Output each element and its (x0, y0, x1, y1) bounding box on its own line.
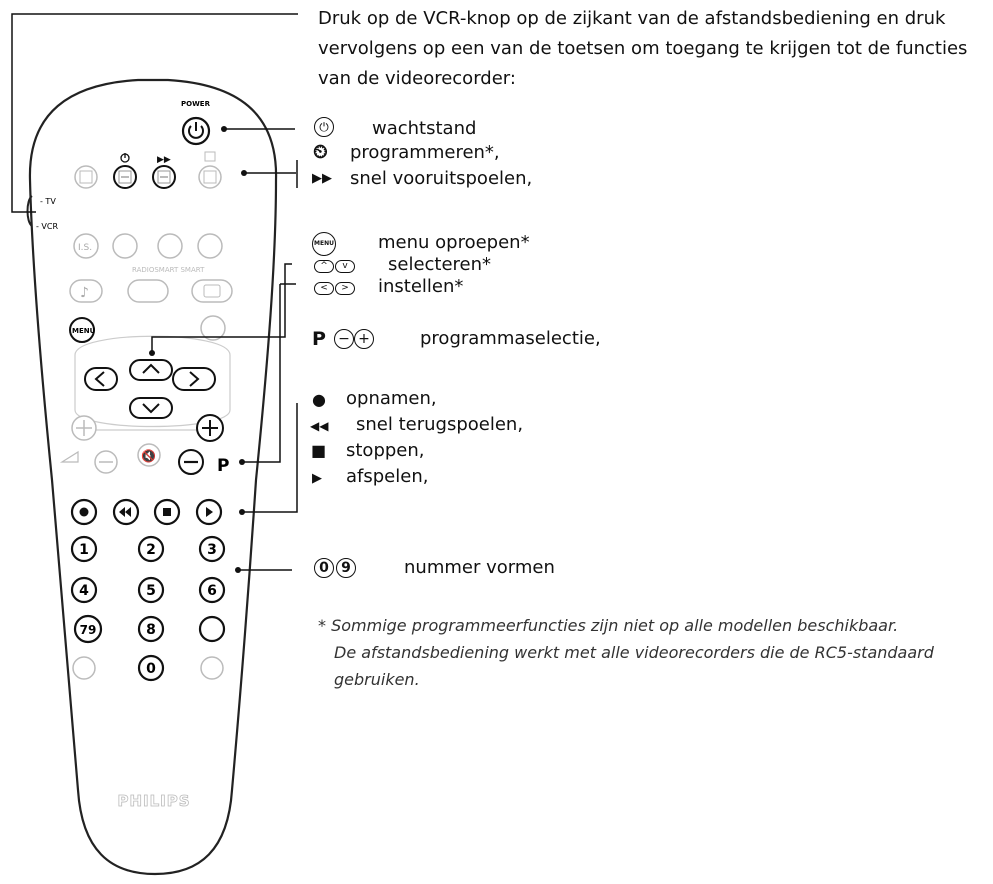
p-label: P (217, 456, 230, 476)
standby-symbol (314, 116, 334, 138)
menu-label: menu oproepen* (378, 232, 530, 253)
volume-down-button (95, 451, 117, 473)
minus-icon: − (334, 329, 354, 349)
menu-button-label: MENU (72, 327, 96, 335)
left-icon: < (314, 282, 334, 295)
digits-label: nummer vormen (404, 557, 555, 578)
menu-icon: MENU (312, 232, 336, 256)
play-icon: ▶ (312, 471, 322, 486)
rewind-label: snel terugspoelen, (356, 414, 524, 435)
down-button (130, 398, 172, 418)
timer-button (114, 166, 136, 188)
ffwd-button (153, 166, 175, 188)
ffwd-icon-small: ▶▶ (157, 155, 171, 165)
record-button (72, 500, 96, 524)
volume-up-button (72, 416, 96, 440)
mute-icon: 🔇 (141, 449, 156, 463)
zero-icon: 0 (314, 558, 334, 578)
left-button (85, 368, 117, 390)
digit-label-0: 0 (146, 661, 156, 677)
stop-symbol (311, 440, 326, 462)
down-icon: v (335, 260, 355, 273)
digit-button-79 (75, 616, 101, 642)
faint-button-2 (113, 234, 137, 258)
brand-logo: PHILIPS (117, 792, 191, 810)
digit-label-6: 6 (207, 583, 217, 599)
picture-button (128, 280, 168, 302)
rewind-button (114, 500, 138, 524)
record-symbol (312, 389, 326, 411)
digit-button-4 (72, 578, 96, 602)
note-icon: ♪ (80, 285, 89, 301)
plus-icon: + (354, 329, 374, 349)
switch-vcr-label: - VCR (36, 222, 59, 231)
timer-icon-text: ⏲ (313, 141, 328, 163)
digit-button-6 (200, 578, 224, 602)
standby-icon: ⏻ (314, 117, 334, 137)
adjust-label: instellen* (378, 276, 464, 297)
ffwd-label: snel vooruitspoelen, (350, 168, 533, 189)
record-icon: ● (312, 390, 326, 409)
select-symbol (314, 255, 356, 277)
menu-symbol (312, 232, 336, 256)
faint-button-3 (158, 234, 182, 258)
power-label: POWER (181, 100, 210, 108)
program-up-button (197, 415, 223, 441)
format-button (192, 280, 232, 302)
digits-symbol (314, 557, 356, 579)
remote-body (30, 80, 276, 874)
digit-button-2 (139, 537, 163, 561)
right-button (173, 368, 215, 390)
footnote-line-2: De afstandsbediening werkt met alle videorecorders die de RC5-standaard gebruiken. (334, 643, 934, 689)
program-label: programmeren*, (350, 142, 500, 163)
nine-icon: 9 (336, 558, 356, 578)
is-label: I.S. (78, 243, 93, 253)
stop-icon: ■ (311, 441, 327, 460)
blank-button (200, 617, 224, 641)
digit-label-8: 8 (146, 622, 156, 638)
digit-label-3: 3 (207, 542, 217, 558)
select-label: selecteren* (388, 254, 492, 275)
prog-select-letter: P (312, 328, 326, 350)
toggle-button (201, 657, 223, 679)
play-label: afspelen, (346, 466, 429, 487)
up-icon: ^ (314, 260, 334, 273)
program-symbol (313, 141, 328, 163)
up-button (130, 360, 172, 380)
right-icon: > (335, 282, 355, 295)
footnote-line-1: * Sommige programmeerfuncties zijn niet op alle modellen beschikbaar. (318, 616, 899, 635)
record-label: opnamen, (346, 388, 437, 409)
ffwd-icon: ▶▶ (312, 171, 332, 186)
ffwd-symbol (312, 166, 332, 192)
digit-button-5 (139, 578, 163, 602)
program-down-button (179, 450, 203, 474)
digit-label-4: 4 (79, 583, 89, 599)
digit-label-79: 79 (79, 623, 97, 637)
smart-label: RADIOSMART SMART (132, 266, 205, 274)
play-button (197, 500, 221, 524)
mute-x-button (75, 166, 97, 188)
footnote (318, 612, 988, 693)
question-button (199, 166, 221, 188)
rewind-icon: ◀◀ (310, 419, 329, 433)
digit-button-0 (139, 656, 163, 680)
digit-button-1 (72, 537, 96, 561)
adjust-symbol (314, 277, 356, 299)
digit-button-3 (200, 537, 224, 561)
digit-button-8 (139, 617, 163, 641)
digit-label-5: 5 (146, 583, 156, 599)
stop-label: stoppen, (346, 440, 425, 461)
stop-button (155, 500, 179, 524)
digit-label-1: 1 (79, 542, 89, 558)
av-button (73, 657, 95, 679)
rewind-symbol (310, 414, 328, 438)
intro-text: Druk op de VCR-knop op de zijkant van de afstandsbediening en druk vervolgens op een van de toetsen om toegang te krijgen tot de functies van de videorecorder: (318, 8, 968, 89)
switch-tv-label: - TV (40, 197, 56, 206)
faint-button-4 (198, 234, 222, 258)
play-symbol (312, 467, 322, 491)
digit-label-2: 2 (146, 542, 156, 558)
standby-label: wachtstand (372, 118, 477, 139)
prog-select-label: programmaselectie, (420, 328, 601, 349)
prog-select-symbol (334, 328, 374, 350)
